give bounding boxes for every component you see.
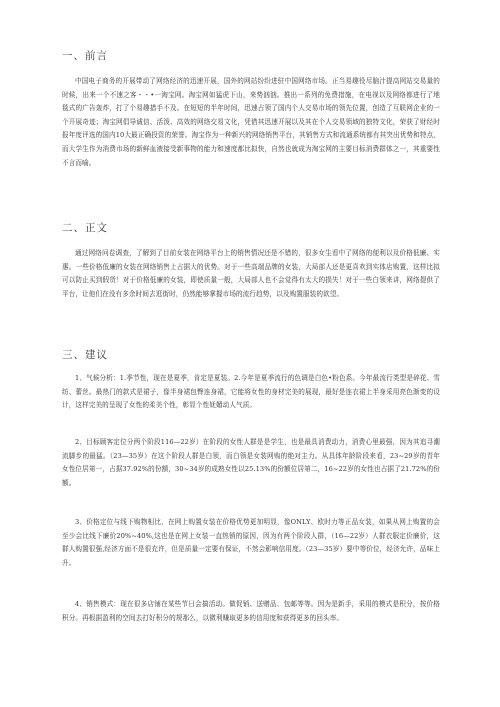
suggestion-paragraph-customers: 2、目标顾客定位分两个阶段116—22岁）在阶段的女性人群是是学生，也是最具消费动力，消费心里最强，因为其追寻潮流脚步的最猛。（23—35岁）在这个阶段人群是白领，而白领是女装网购的绝对主力。从具体年龄阶段来看，23~29岁的青年女性位居第一，占据37.92%的份额，30~34岁的成熟女性以25.13%的份额位居第二，16~22岁的女性也占据了21.72%的份额。	[62, 438, 440, 487]
preface-paragraph: 中国电子商务的开展带动了网络经济的迅速开展，国外的网站纷纷进驻中国网络市场。正当易趣役尽脑汁提高网站交易量的时候，出来一个不速之客・・•一淘宝网。淘宝网如猛虎下山，来势汹汹。推出一系列的免费措施，在电视以及网络都进行了地毯式的广告轰炸，打了个易趣措手不及。在短短的半年时间，迅速占领了国内个人交易市场的领先位置，创造了互联网企业的一个开展奇迹；淘宝网倡导诚信、活泼、高效的网络交易文化，凭借其迅速开展以及其在个人交易领域的独特文化，荣获了财经时报年度评选的国内10大最正确投资的荣誉。淘宝作为一种新兴的网络销售平台，其销售方式和流通系统都有其突出优势和特点，而大学生作为消费市场的新鲜血液接受新事物的能力和速度都比拟快，自然也就成为淘宝网的主要目标消费群体之一，其重要性不言而喻。	[62, 77, 440, 167]
suggestion-paragraph-pricing: 3、价格定位与线下购物相比，在网上购置女装在价格优势更加明显，像ONLY、欧时力等正品女装，如果从网上购置的会至少会比线下廉价20%~40%,这也是在网上女装一直热销的原因，因为有两个阶段人群，（16—22岁）人群衣服定价廉价，这群人购置很强,经济方面不是很充许，但是质量一定要有保证，不然会影响信用度。（23—35岁）要中等价位，经济允许，品味上升。	[62, 518, 440, 567]
section-heading-body: 二、正文	[62, 222, 108, 234]
suggestion-paragraph-sales-model: 4、销售模式：现在很多店铺在某些节日会搞活动。做促销、送赠品、包邮等等。因为是新手，采用的模式是积分，按价格积分。再根据盈利的空间去打好积分的规那么，以微利赚取更多的信用度和获得更多的回头率。	[62, 600, 440, 622]
suggestion-paragraph-climate: 1、气候分析：1.季节性，现在是夏季，肯定是夏装。2.今年是夏季流行的色调是白色•粉色系。今年最流行类型是碎花、雪纺、蕾丝。最热门的款式是裙子，像半身裙包臀连身裙，它能将女性的身材完美的展现，最好是连衣裙上半身采用亮色渐变的设计，这样完美的呈现了女性的柔美个性，彰显个性妩媚动人气质。	[62, 374, 440, 410]
body-paragraph: 通过网络问卷调查，了解到了目前女装在网络平台上的销售情况还是不错的，很多女生看中了网络的便利以及价格低廉、实惠。一些价格低廉的女装在网络销售上占据大的优势。对于一些高端品牌的女装，大局部人还是更喜欢到实体店购置，这样比拟可以防止买到假货！对于价格低廉的女装，即使质量一般，大局部人也不会觉得有太大的损失！对于一些白领来讲，网络提供了平台，让他们在没有多余时间去逛街时，仍然能够掌握市场的流行趋势，以及购置服装的欲望。	[62, 249, 440, 298]
section-heading-preface: 一、前言	[62, 50, 108, 62]
section-heading-suggestions: 三、建议	[62, 349, 108, 361]
